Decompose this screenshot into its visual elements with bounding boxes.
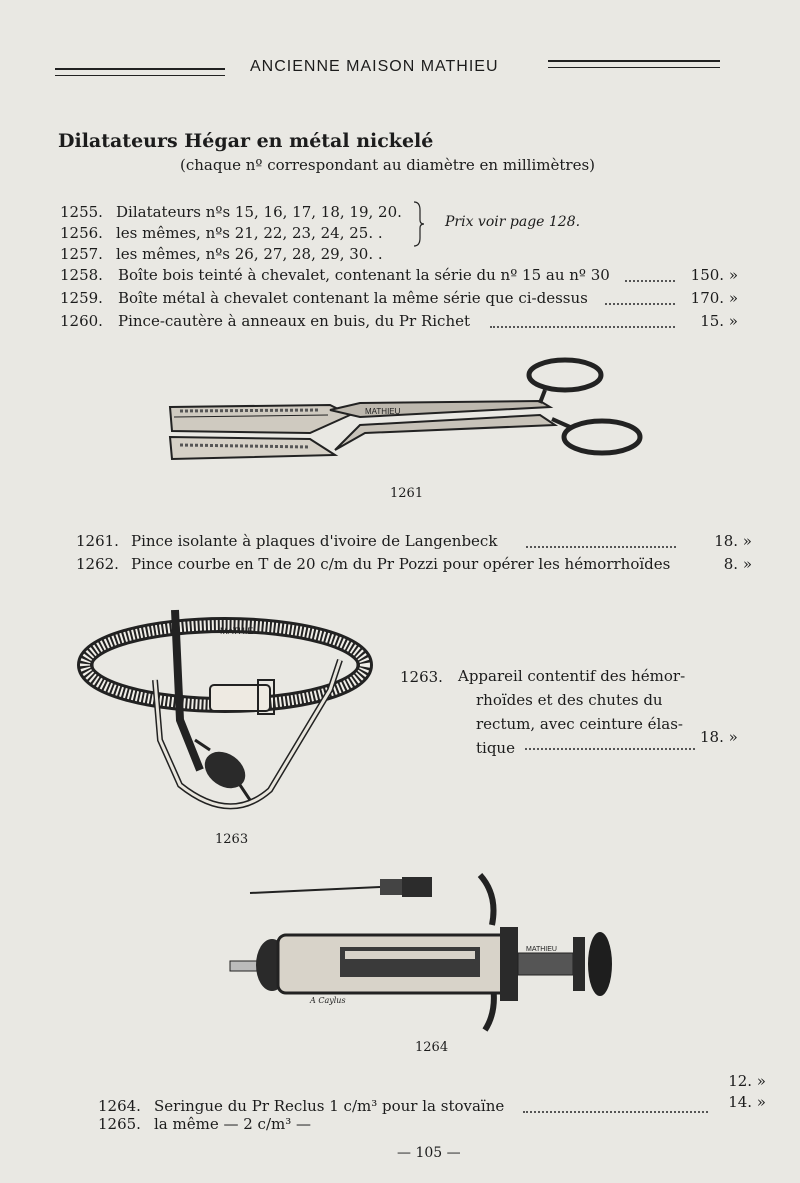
page-number: — 105 — xyxy=(397,1145,461,1161)
dot-leader xyxy=(605,303,675,305)
item-label: Pince isolante à plaques d'ivoire de Langenbeck xyxy=(131,532,498,550)
item-label: la même — 2 c/m³ — xyxy=(154,1115,312,1133)
description-line: rhoïdes et des chutes du xyxy=(476,691,663,709)
header-rule-left xyxy=(55,68,225,76)
dot-leader xyxy=(625,280,675,282)
item-number: 1264. xyxy=(98,1097,141,1115)
list-item xyxy=(60,245,420,267)
item-price: 170. » xyxy=(690,289,738,307)
list-item xyxy=(60,224,420,246)
figure-label: 1263 xyxy=(215,832,249,847)
list-item xyxy=(60,203,420,225)
item-label: Boîte métal à chevalet contenant la même série que ci-dessus xyxy=(118,289,588,307)
description-line: tique xyxy=(476,739,515,757)
item-number: 1257. xyxy=(60,245,103,263)
section-title: Dilatateurs Hégar en métal nickelé xyxy=(58,130,434,152)
section-subtitle: (chaque nº correspondant au diamètre en millimètres) xyxy=(180,156,595,174)
item-label: Seringue du Pr Reclus 1 c/m³ pour la stovaïne xyxy=(154,1097,505,1115)
header-rule-right xyxy=(548,60,720,68)
engraving-text: MATHIEU xyxy=(220,626,260,636)
list-item xyxy=(76,532,756,554)
description-line: Appareil contentif des hémor- xyxy=(458,667,686,685)
list-item xyxy=(60,312,740,334)
dot-leader xyxy=(526,546,676,548)
price-note: Prix voir page 128. xyxy=(445,214,581,230)
brace-icon xyxy=(412,200,426,248)
list-item xyxy=(60,266,740,288)
item-1263-description xyxy=(458,664,738,760)
item-number: 1256. xyxy=(60,224,103,242)
item-label: Boîte bois teinté à chevalet, contenant la série du nº 15 au nº 30 xyxy=(118,266,610,284)
engraving-text: MATHIEU xyxy=(365,407,401,416)
engraver-signature: A Caylus xyxy=(310,996,346,1005)
figure-label: 1264 xyxy=(415,1040,449,1055)
item-label: les mêmes, nºs 26, 27, 28, 29, 30. . xyxy=(116,245,383,263)
page-header: ANCIENNE MAISON MATHIEU xyxy=(250,58,499,75)
list-item xyxy=(60,289,740,311)
dot-leader xyxy=(490,326,675,328)
item-number: 1258. xyxy=(60,266,103,284)
item-price: 8. » xyxy=(723,555,752,573)
item-number: 1265. xyxy=(98,1115,141,1133)
item-price: 18. » xyxy=(700,728,738,746)
list-item xyxy=(76,555,756,577)
item-label: Dilatateurs nºs 15, 16, 17, 18, 19, 20. xyxy=(116,203,402,221)
item-number: 1261. xyxy=(76,532,119,550)
dot-leader xyxy=(523,1111,708,1113)
item-label: Pince-cautère à anneaux en buis, du Pr Richet xyxy=(118,312,471,330)
item-number: 1262. xyxy=(76,555,119,573)
item-price: 150. » xyxy=(690,266,738,284)
dot-leader xyxy=(525,748,695,750)
item-price: 14. » xyxy=(728,1093,766,1111)
item-price: 12. » xyxy=(728,1072,766,1090)
item-price: 15. » xyxy=(700,312,738,330)
engraving-text: MATHIEU xyxy=(526,946,557,953)
item-number: 1255. xyxy=(60,203,103,221)
item-label: Pince courbe en T de 20 c/m du Pr Pozzi pour opérer les hémorrhoïdes xyxy=(131,555,671,573)
item-number: 1260. xyxy=(60,312,103,330)
item-price: 18. » xyxy=(714,532,752,550)
forceps-illustration xyxy=(160,355,650,475)
belt-apparatus-illustration xyxy=(80,600,380,830)
item-number: 1259. xyxy=(60,289,103,307)
description-line: rectum, avec ceinture élas- xyxy=(476,715,683,733)
item-1263-number: 1263. xyxy=(400,668,443,686)
figure-label: 1261 xyxy=(390,486,424,501)
item-label: les mêmes, nºs 21, 22, 23, 24, 25. . xyxy=(116,224,383,242)
syringe-illustration xyxy=(230,865,620,1040)
